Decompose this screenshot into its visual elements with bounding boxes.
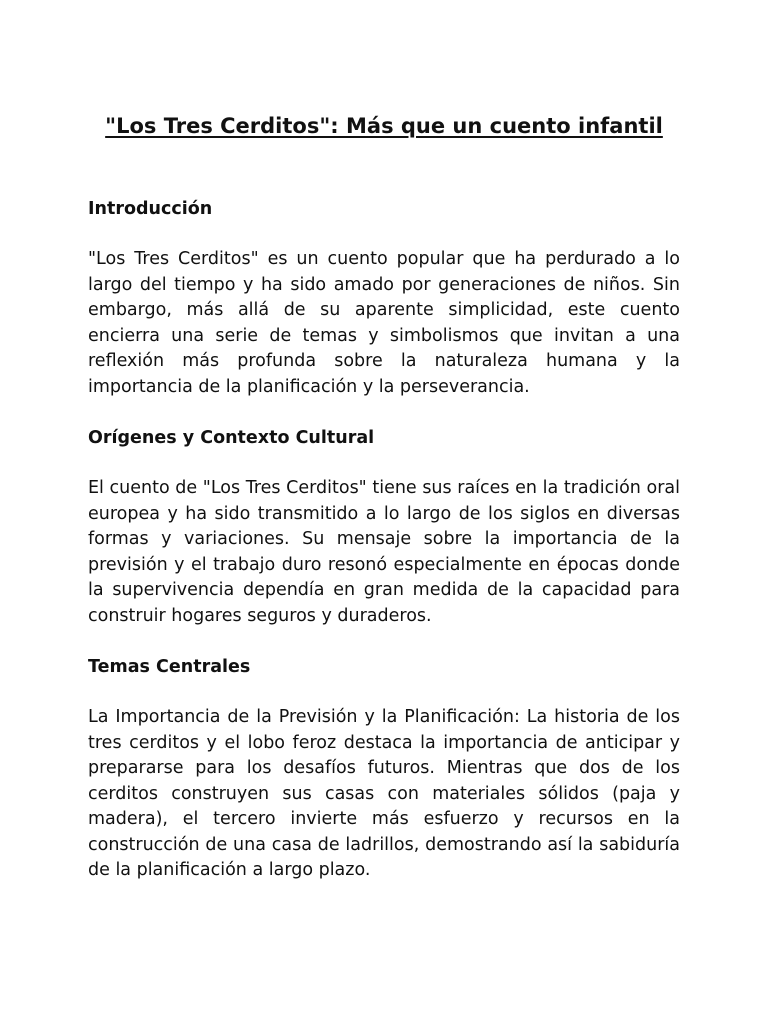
document-body: [88, 196, 680, 884]
paragraph-temas-centrales: La Importancia de la Previsión y la Planificación: La historia de los tres cerditos y el lobo feroz destaca la importancia de anticipar y prepararse para los desafíos futuros. Mientras que dos de los cerditos construyen sus casas con materiales sólidos (paja y madera), el tercero invierte más esfuerzo y recursos en la construcción de una casa de ladrillos, demostrando así la sabiduría de la planificación a largo plazo.: [88, 707, 680, 880]
document-title: "Los Tres Cerditos": Más que un cuento infantil: [105, 114, 663, 138]
spacer: [88, 629, 680, 654]
paragraph-introduccion: "Los Tres Cerditos" es un cuento popular que ha perdurado a lo largo del tiempo y ha sido amado por generaciones de niños. Sin embargo, más allá de su aparente simplicidad, este cuento encierra una serie de temas y simbolismos que invitan a una reflexión más profunda sobre la naturaleza humana y la importancia de la planificación y la perseverancia.: [88, 249, 680, 397]
paragraph-origenes: El cuento de "Los Tres Cerditos" tiene sus raíces en la tradición oral europea y ha sido transmitido a lo largo de los siglos en diversas formas y variaciones. Su mensaje sobre la importancia de la previsión y el trabajo duro resonó especialmente en épocas donde la supervivencia dependía en gran medida de la capacidad para construir hogares seguros y duraderos.: [88, 478, 680, 626]
section-heading-temas-centrales: Temas Centrales: [88, 657, 251, 677]
spacer: [88, 222, 680, 247]
spacer: [88, 400, 680, 425]
section-heading-origenes: Orígenes y Contexto Cultural: [88, 428, 375, 448]
spacer: [88, 451, 680, 476]
section-heading-introduccion: Introducción: [88, 199, 213, 219]
spacer: [88, 680, 680, 705]
